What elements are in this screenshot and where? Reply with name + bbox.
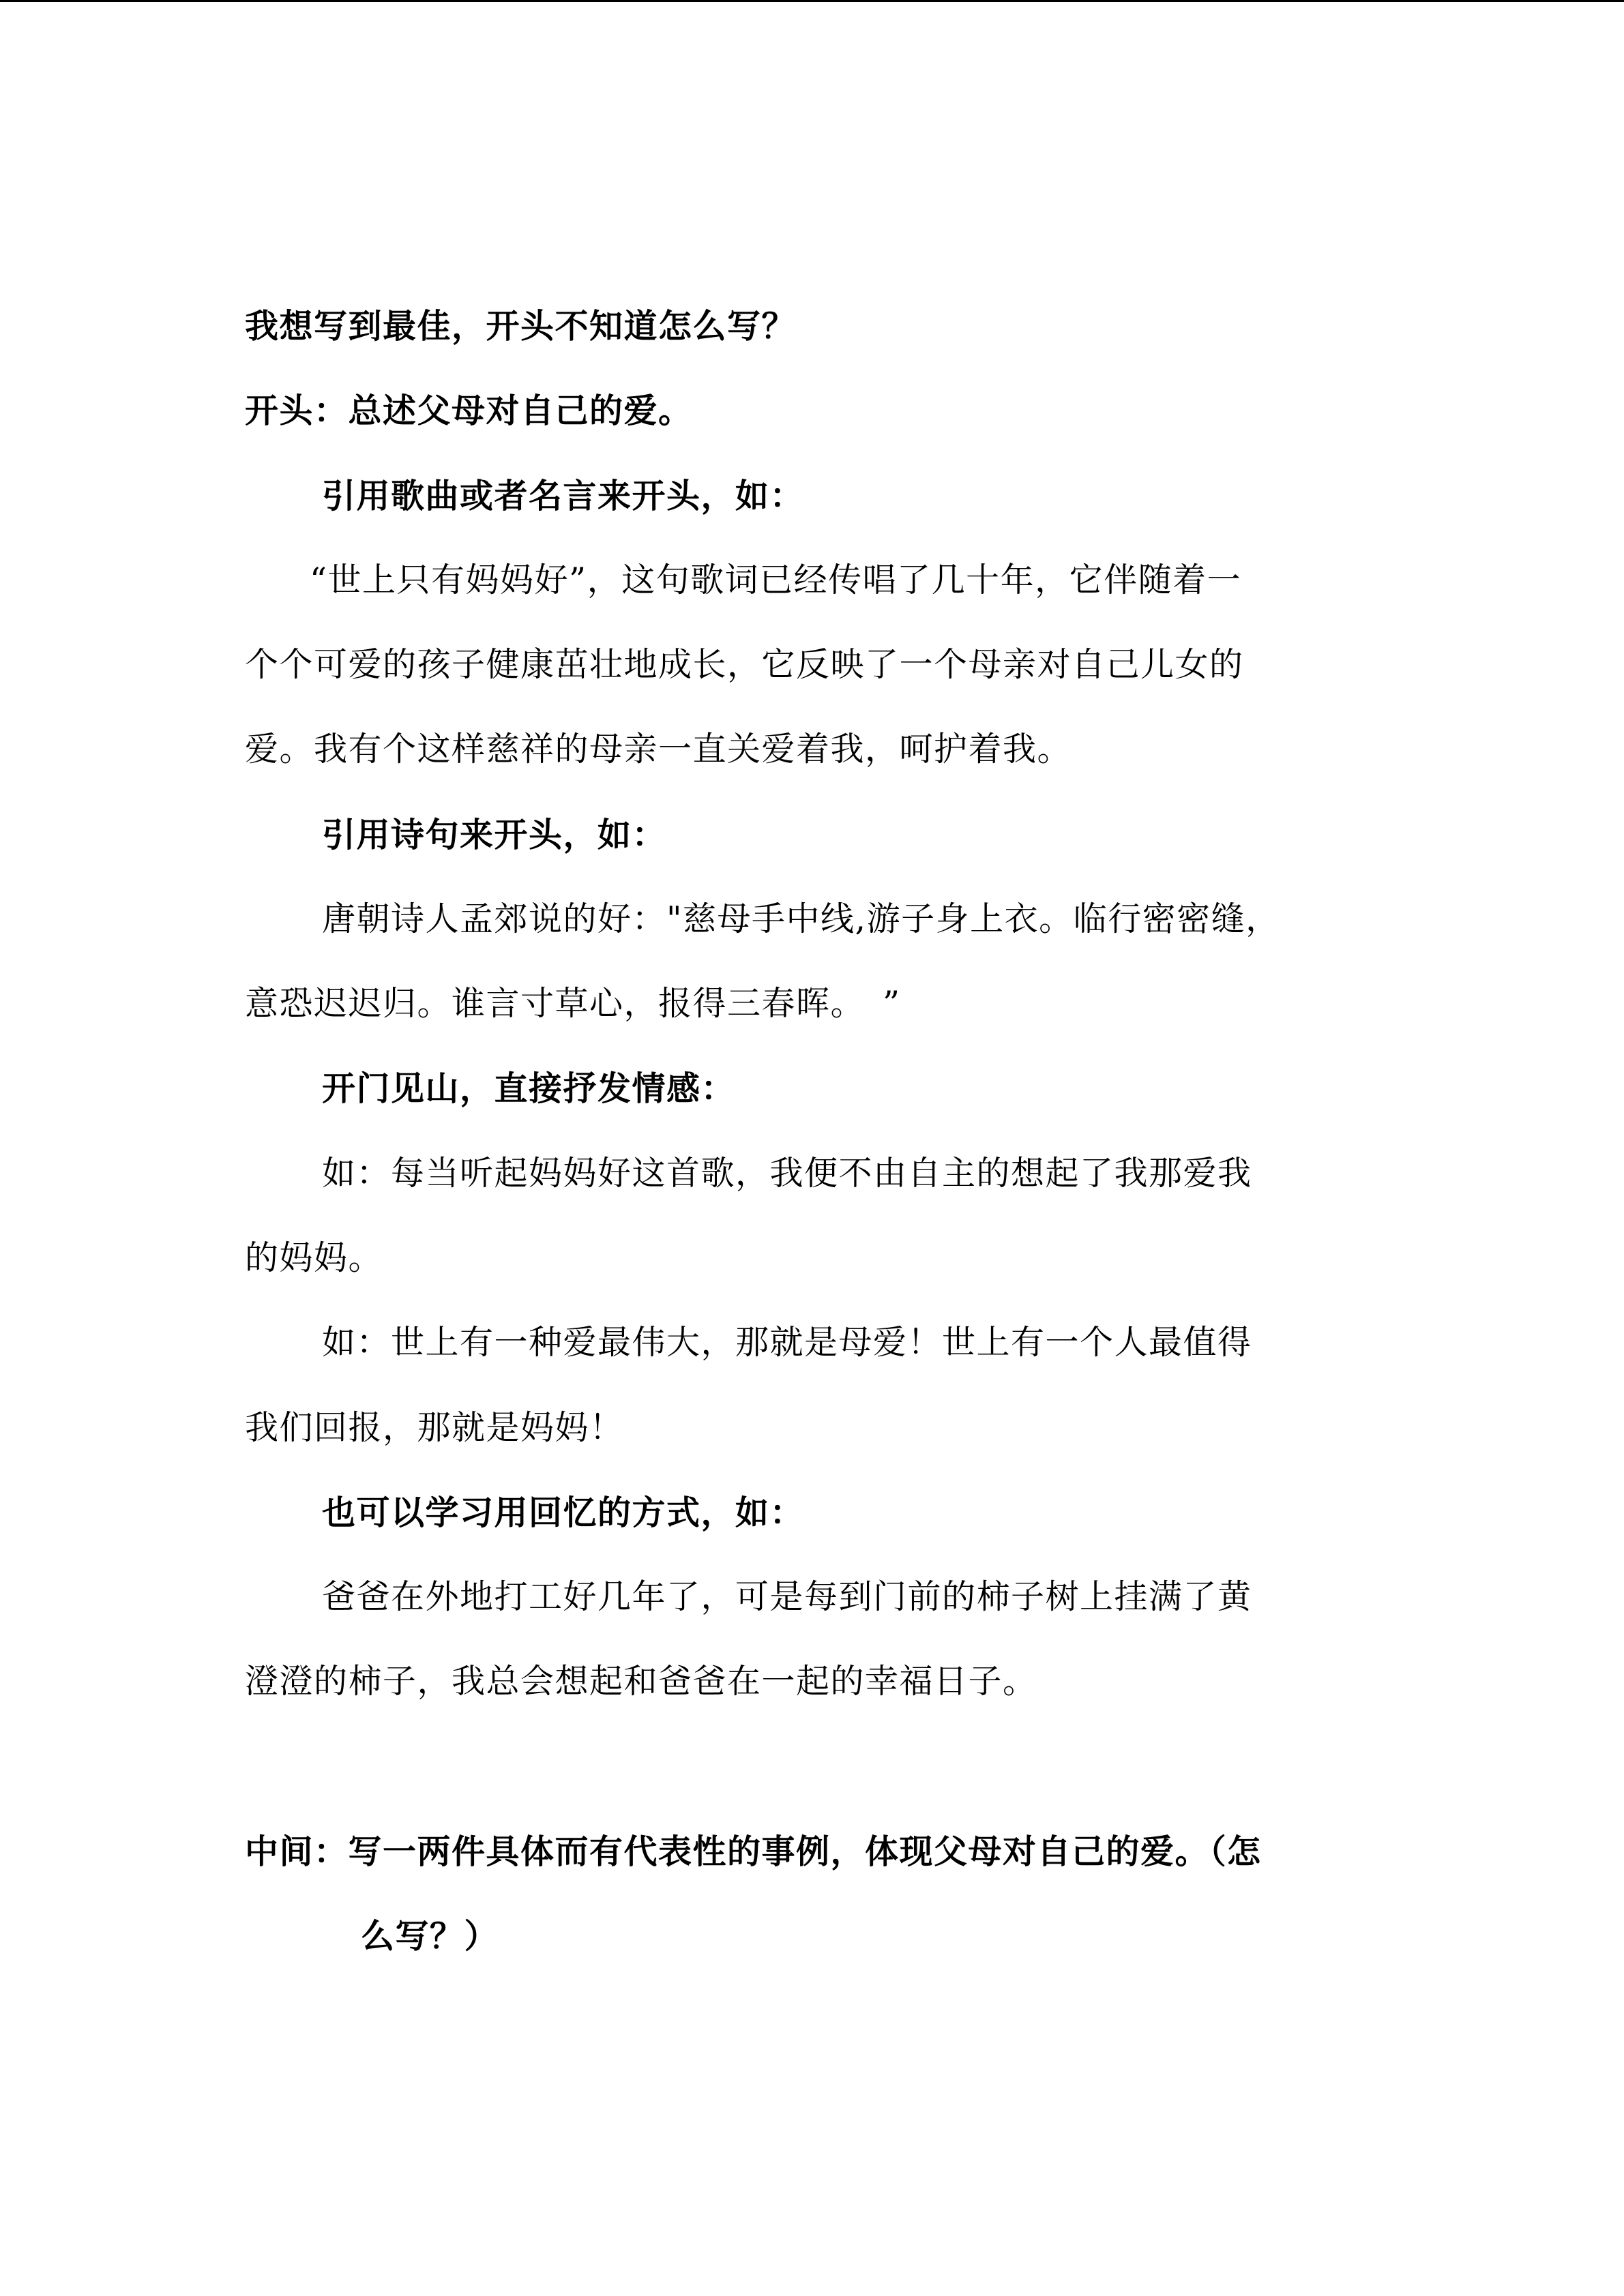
method-poem-heading: 引用诗句来开头，如： [322,815,667,854]
poem-example-line: 唐朝诗人孟郊说的好："慈母手中线,游子身上衣。临行密密缝， [322,899,1280,938]
memory-example-line: 爸爸在外地打工好几年了，可是每到门前的柿子树上挂满了黄 [322,1577,1252,1616]
document-title: 我想写到最佳，开头不知道怎么写？ [245,306,797,346]
direct-example-2-line: 我们回报，那就是妈妈！ [245,1408,624,1447]
method-memory-heading: 也可以学习用回忆的方式，如： [322,1493,805,1532]
direct-example-1-line: 如：每当听起妈妈好这首歌，我便不由自主的想起了我那爱我 [322,1154,1252,1193]
page-top-border [0,0,1624,2]
song-example-line: 爱。我有个这样慈祥的母亲一直关爱着我，呵护着我。 [245,730,1072,769]
memory-example-line: 澄澄的柿子，我总会想起和爸爸在一起的幸福日子。 [245,1662,1037,1701]
song-example-line: “世上只有妈妈好”，这句歌词已经传唱了几十年，它伴随着一 [310,561,1242,599]
method-song-heading: 引用歌曲或者名言来开头，如： [322,476,805,516]
song-example-line: 个个可爱的孩子健康茁壮地成长，它反映了一个母亲对自己儿女的 [245,645,1244,684]
poem-example-line: 意恐迟迟归。谁言寸草心，报得三春晖。 ” [245,984,901,1023]
direct-example-2-line: 如：世上有一种爱最伟大，那就是母爱！世上有一个人最值得 [322,1323,1252,1362]
middle-heading-line: 中间：写一两件具体而有代表性的事例，体现父母对自己的爱。（怎 [245,1832,1262,1871]
method-direct-heading: 开门见山，直接抒发情感： [322,1069,736,1108]
direct-example-1-line: 的妈妈。 [245,1238,383,1277]
opening-heading: 开头：总述父母对自己的爱。 [245,391,693,430]
middle-heading-line: 么写？） [361,1916,499,1956]
